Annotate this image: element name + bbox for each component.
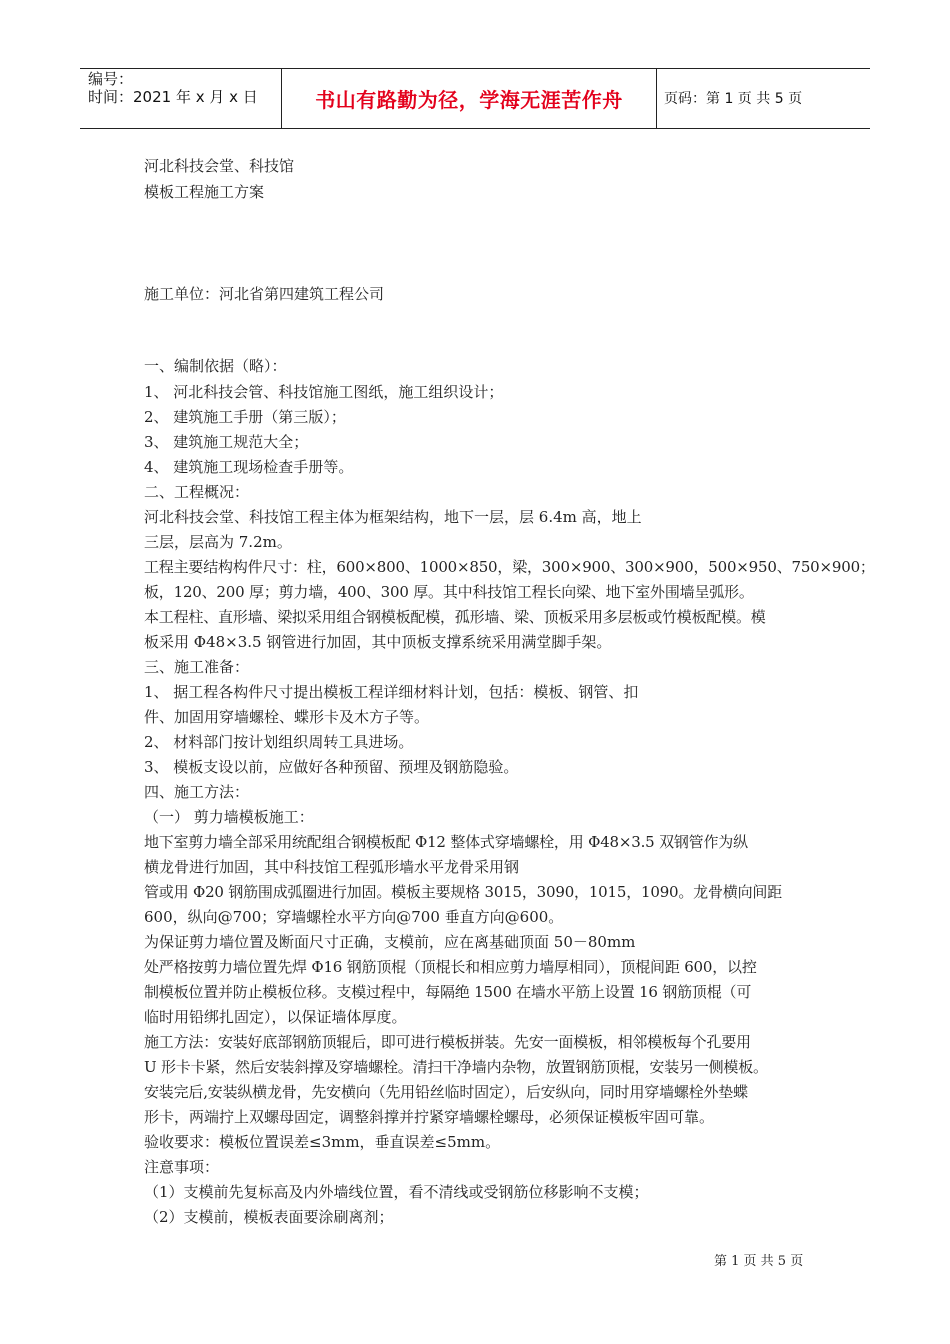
header-bottom-rule bbox=[80, 128, 870, 129]
footer-page-number: 第 1 页 共 5 页 bbox=[714, 1254, 804, 1269]
paragraph-line: 工程主要结构构件尺寸：柱，600×800、1000×850，梁，300×900、300×900，500×950、750×900； bbox=[144, 558, 875, 576]
header-page-number: 页码：第 1 页 共 5 页 bbox=[664, 91, 803, 107]
paragraph-line: 制模板位置并防止模板位移。支模过程中，每隔绝 1500 在墙水平筋上设置 16 钢筋顶棍（可 bbox=[144, 983, 752, 1001]
paragraph-line: 处严格按剪力墙位置先焊 Φ16 钢筋顶棍（顶棍长和相应剪力墙厚相同），顶棍间距 600，以控 bbox=[144, 958, 757, 976]
paragraph-line: 验收要求：模板位置误差≤3mm，垂直误差≤5mm。 bbox=[144, 1133, 501, 1151]
paragraph-line: 横龙骨进行加固，其中科技馆工程弧形墙水平龙骨采用钢 bbox=[144, 858, 520, 876]
section-heading: 二、工程概况： bbox=[144, 483, 250, 501]
document-number-label: 编号： bbox=[88, 70, 134, 88]
subsection-heading: （一） 剪力墙模板施工： bbox=[144, 808, 314, 826]
document-date: 时间：2021 年 x 月 x 日 bbox=[88, 88, 258, 106]
header-meta bbox=[88, 70, 278, 106]
list-item: （2）支模前，模板表面要涂刷离剂； bbox=[144, 1208, 394, 1226]
list-item: 2、 建筑施工手册（第三版）； bbox=[144, 408, 346, 426]
list-item: 3、 模板支设以前，应做好各种预留、预埋及钢筋隐验。 bbox=[144, 758, 519, 776]
paragraph-line: 施工方法：安装好底部钢筋顶辊后，即可进行模板拼装。先安一面模板，相邻模板每个孔要用 bbox=[144, 1033, 751, 1051]
paragraph-line: 地下室剪力墙全部采用统配组合钢模板配 Φ12 整体式穿墙螺栓，用 Φ48×3.5 双钢管作为纵 bbox=[144, 833, 748, 851]
list-item: 4、 建筑施工现场检查手册等。 bbox=[144, 458, 354, 476]
paragraph-line: 河北科技会堂、科技馆工程主体为框架结构，地下一层，层 6.4m 高，地上 bbox=[144, 508, 642, 526]
list-item: 件、加固用穿墙螺栓、蝶形卡及木方子等。 bbox=[144, 708, 430, 726]
paragraph-line: 安装完后,安装纵横龙骨，先安横向（先用铅丝临时固定），后安纵向，同时用穿墙螺栓外垫蝶 bbox=[144, 1083, 748, 1101]
paragraph-line: 板采用 Φ48×3.5 钢管进行加固，其中顶板支撑系统采用满堂脚手架。 bbox=[144, 633, 612, 651]
paragraph-line: 三层，层高为 7.2m。 bbox=[144, 533, 292, 551]
paragraph-line: 形卡，两端拧上双螺母固定，调整斜撑并拧紧穿墙螺栓螺母，必须保证模板牢固可靠。 bbox=[144, 1108, 715, 1126]
paragraph-line: 600，纵向@700；穿墙螺栓水平方向@700 垂直方向@600。 bbox=[144, 908, 564, 926]
section-heading: 三、施工准备： bbox=[144, 658, 250, 676]
document-title-line1: 河北科技会堂、科技馆 bbox=[144, 157, 295, 175]
paragraph-line: 临时用铅绑扎固定），以保证墙体厚度。 bbox=[144, 1008, 407, 1026]
list-item: 1、 河北科技会管、科技馆施工图纸，施工组织设计； bbox=[144, 383, 504, 401]
list-item: 3、 建筑施工规范大全； bbox=[144, 433, 309, 451]
section-heading: 一、编制依据（略）： bbox=[144, 357, 287, 375]
document-title-line2: 模板工程施工方案 bbox=[144, 183, 265, 201]
list-item: （1）支模前先复标高及内外墙线位置，看不清线或受钢筋位移影响不支模； bbox=[144, 1183, 649, 1201]
list-item: 1、 据工程各构件尺寸提出模板工程详细材料计划，包括：模板、钢管、扣 bbox=[144, 683, 639, 701]
paragraph-line: 注意事项： bbox=[144, 1158, 220, 1176]
list-item: 2、 材料部门按计划组织周转工具进场。 bbox=[144, 733, 414, 751]
header-divider bbox=[656, 68, 657, 128]
construction-unit: 施工单位：河北省第四建筑工程公司 bbox=[144, 285, 385, 303]
paragraph-line: 管或用 Φ20 钢筋围成弧圈进行加固。模板主要规格 3015，3090，1015，1090。龙骨横向间距 bbox=[144, 883, 782, 901]
paragraph-line: 板，120、200 厚；剪力墙，400、300 厚。其中科技馆工程长向梁、地下室外围墙呈弧形。 bbox=[144, 583, 754, 601]
section-heading: 四、施工方法： bbox=[144, 783, 250, 801]
paragraph-line: 本工程柱、直形墙、梁拟采用组合钢模板配模，孤形墙、梁、顶板采用多层板或竹模板配模。模 bbox=[144, 608, 766, 626]
paragraph-line: 为保证剪力墙位置及断面尺寸正确，支模前，应在离基础顶面 50－80mm bbox=[144, 933, 636, 951]
paragraph-line: U 形卡卡紧，然后安装斜撑及穿墙螺栓。清扫干净墙内杂物，放置钢筋顶棍，安装另一侧模板。 bbox=[144, 1058, 768, 1076]
header-motto: 书山有路勤为径，学海无涯苦作舟 bbox=[315, 87, 623, 112]
header-divider bbox=[281, 68, 282, 128]
